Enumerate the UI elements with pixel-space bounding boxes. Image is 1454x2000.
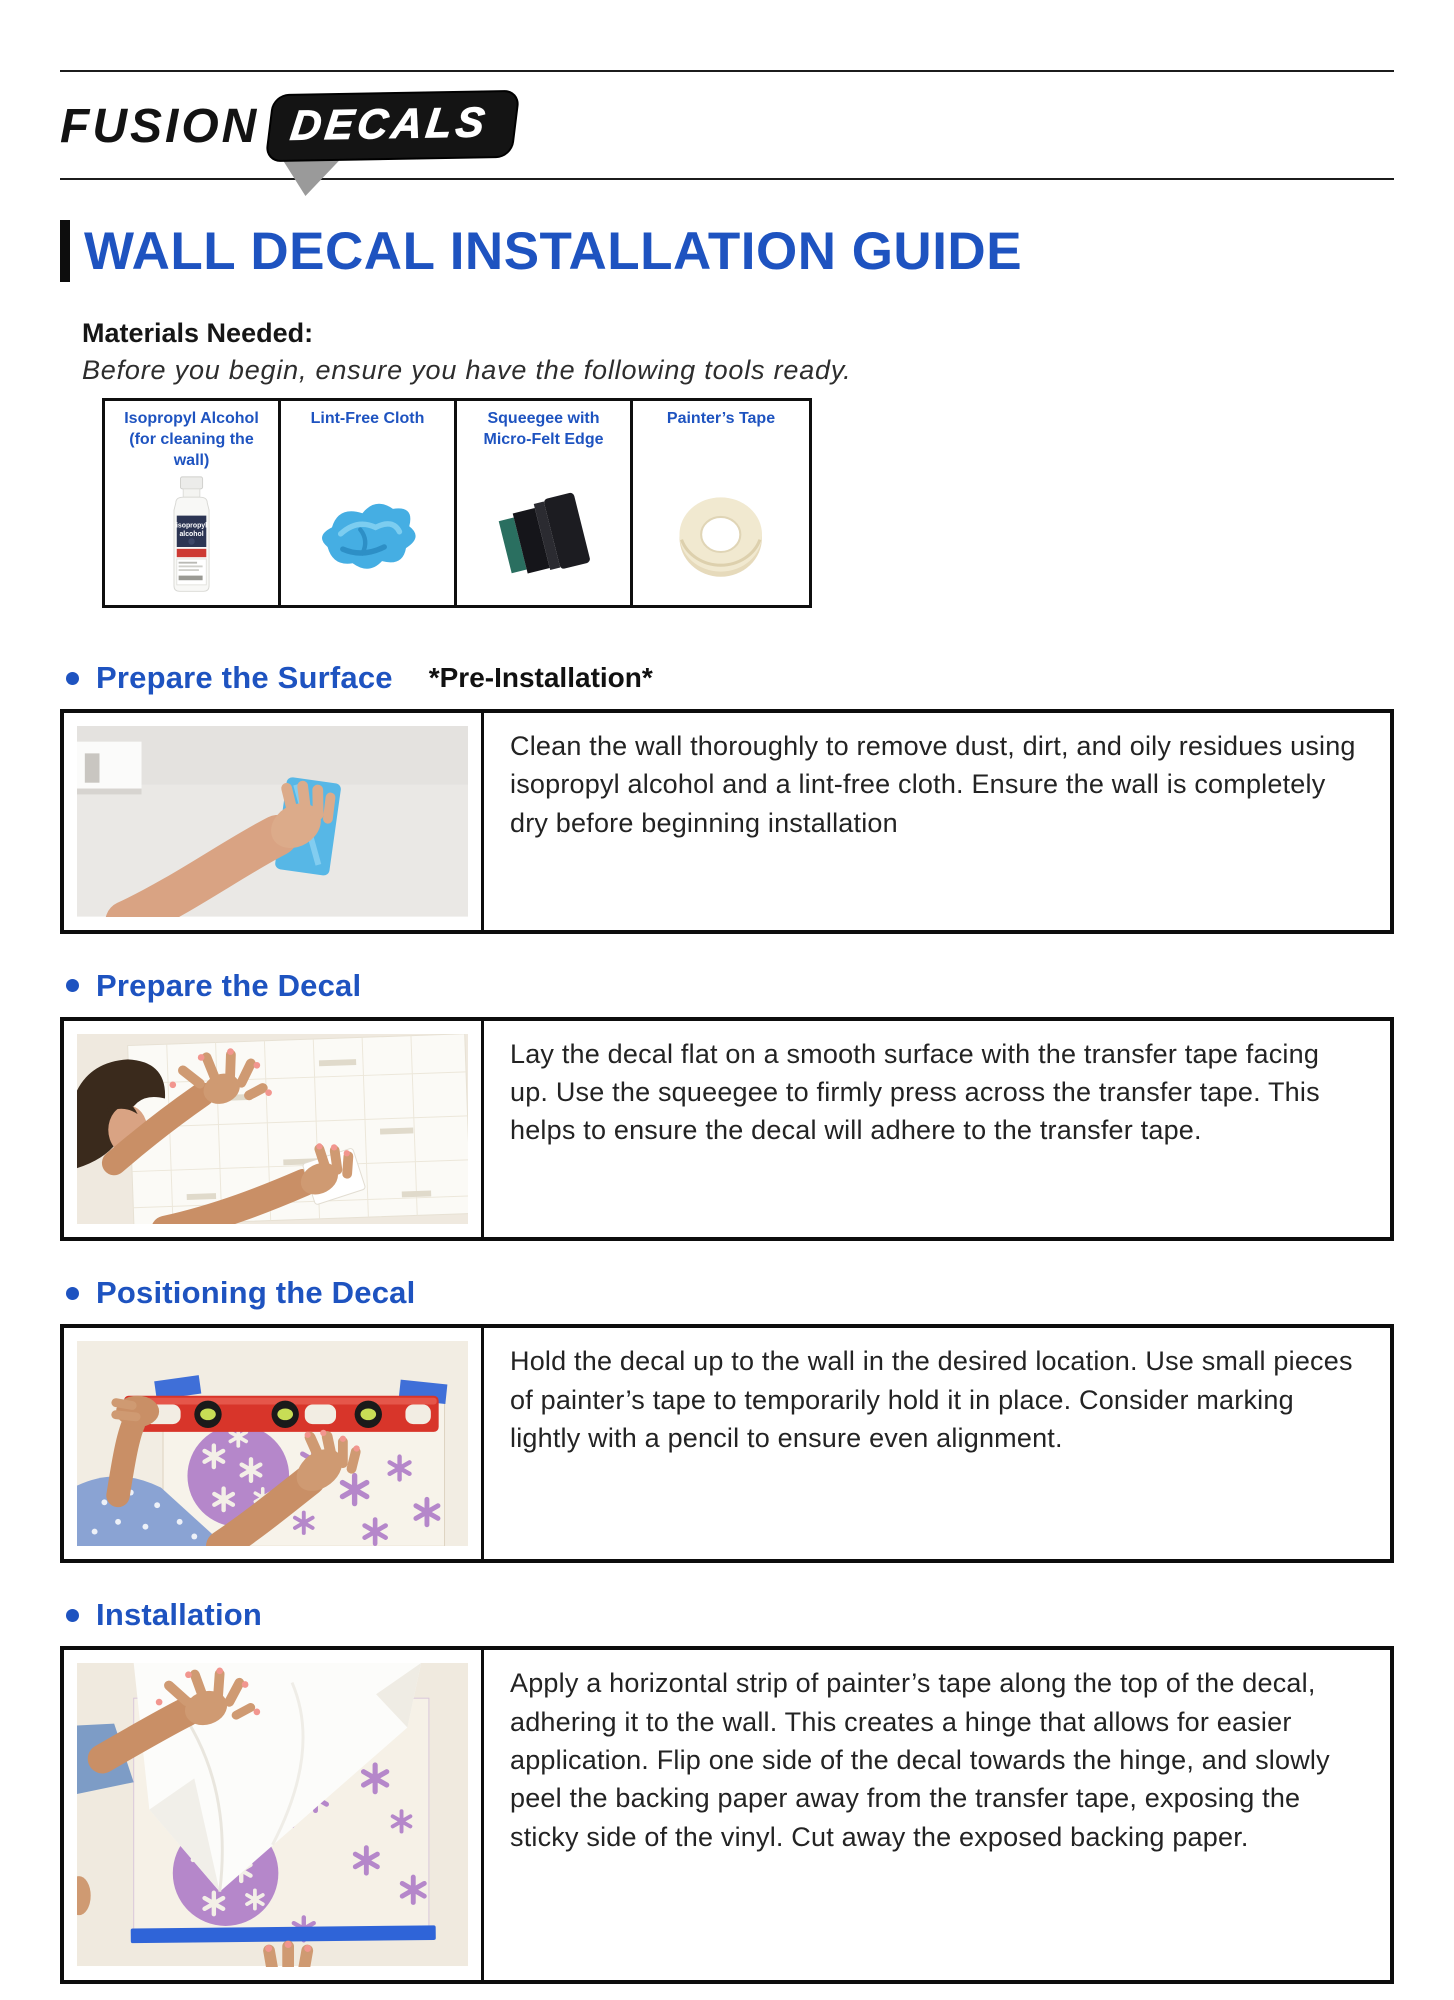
clean-wall-graphic <box>77 726 468 917</box>
section-prepare-surface <box>60 660 1394 934</box>
pre-installation-note: *Pre-Installation* <box>428 662 653 693</box>
level-positioning-photo <box>64 1328 484 1559</box>
section-heading: Installation <box>96 1597 263 1633</box>
section-heading: Prepare the Decal <box>96 967 362 1003</box>
materials-table <box>102 398 812 608</box>
section-box <box>60 709 1394 934</box>
material-label: Painter’s Tape <box>666 410 776 427</box>
lint-free-cloth-icon <box>287 473 448 597</box>
squeegee-icon <box>463 473 624 597</box>
material-label: Squeegee with Micro-Felt Edge <box>483 410 604 448</box>
material-item-tape <box>633 401 809 605</box>
section-heading-row <box>60 1597 1394 1633</box>
section-prepare-decal <box>60 968 1394 1242</box>
alcohol-bottle-graphic <box>150 475 233 595</box>
bottle-label-line2: alcohol <box>179 530 204 538</box>
peel-backing-graphic <box>77 1663 468 1966</box>
tape-roll-graphic <box>664 486 777 584</box>
section-heading-row <box>60 1275 1394 1311</box>
material-label: Lint-Free Cloth <box>310 410 425 427</box>
section-box <box>60 1646 1394 1983</box>
section-installation <box>60 1597 1394 1983</box>
logo-divider <box>60 178 1394 180</box>
cloth-graphic <box>308 486 428 584</box>
bullet-icon <box>66 979 79 992</box>
peel-backing-photo <box>64 1650 484 1979</box>
materials-section <box>82 318 1394 608</box>
level-positioning-graphic <box>77 1341 468 1546</box>
section-body-text: Hold the decal up to the wall in the desired location. Use small pieces of painter’s tape to temporarily hold it in place. Consider marking lightly with a pencil to ensure even alignment. <box>510 1346 1353 1453</box>
section-positioning-decal <box>60 1275 1394 1563</box>
material-item-alcohol <box>105 401 281 605</box>
squeegee-decal-graphic <box>77 1034 468 1225</box>
brand-logo <box>60 82 1394 170</box>
title-accent-bar <box>60 220 70 282</box>
materials-heading: Materials Needed: <box>82 318 314 348</box>
section-body-text: Lay the decal flat on a smooth surface with the transfer tape facing up. Use the squeegee to firmly press across the transfer tape. This helps to ensure the decal will adhere to the transfer tape. <box>510 1038 1320 1146</box>
section-body-text: Apply a horizontal strip of painter’s tape along the top of the decal, adhering it to the wall. This creates a hinge that allows for easier application. Flip one side of the decal towards the hinge, and slowly peel the backing paper away from the transfer tape, exposing the sticky side of the vinyl. Cut away the exposed backing paper. <box>510 1668 1330 1852</box>
section-heading-row <box>60 968 1394 1004</box>
painters-tape-icon <box>639 473 803 597</box>
section-box <box>60 1324 1394 1563</box>
bullet-icon <box>66 1287 79 1300</box>
bullet-icon <box>66 672 79 685</box>
section-heading: Prepare the Surface <box>96 660 393 695</box>
clean-wall-photo <box>64 713 484 930</box>
squeegee-graphic <box>487 486 600 584</box>
alcohol-bottle-icon <box>111 473 272 597</box>
top-divider <box>60 70 1394 72</box>
logo-fusion-text: FUSION <box>60 99 260 153</box>
section-box <box>60 1017 1394 1242</box>
logo-decals-badge <box>267 92 518 160</box>
material-label: Isopropyl Alcohol (for cleaning the wall) <box>124 410 259 469</box>
squeegee-decal-photo <box>64 1021 484 1238</box>
section-heading: Positioning the Decal <box>96 1275 416 1311</box>
section-heading-row <box>60 660 1394 696</box>
page-title: WALL DECAL INSTALLATION GUIDE <box>84 221 1023 281</box>
materials-subheading: Before you begin, ensure you have the following tools ready. <box>82 355 852 385</box>
bullet-icon <box>66 1609 79 1622</box>
material-item-squeegee <box>457 401 633 605</box>
material-item-cloth <box>281 401 457 605</box>
logo-decals-text: DECALS <box>288 98 492 149</box>
title-row <box>60 220 1394 282</box>
bottle-label-line1: isopropyl <box>175 522 208 530</box>
section-body-text: Clean the wall thoroughly to remove dust, dirt, and oily residues using isopropyl alcohol and a lint-free cloth. Ensure the wall is completely dry before beginning installation <box>510 731 1356 838</box>
